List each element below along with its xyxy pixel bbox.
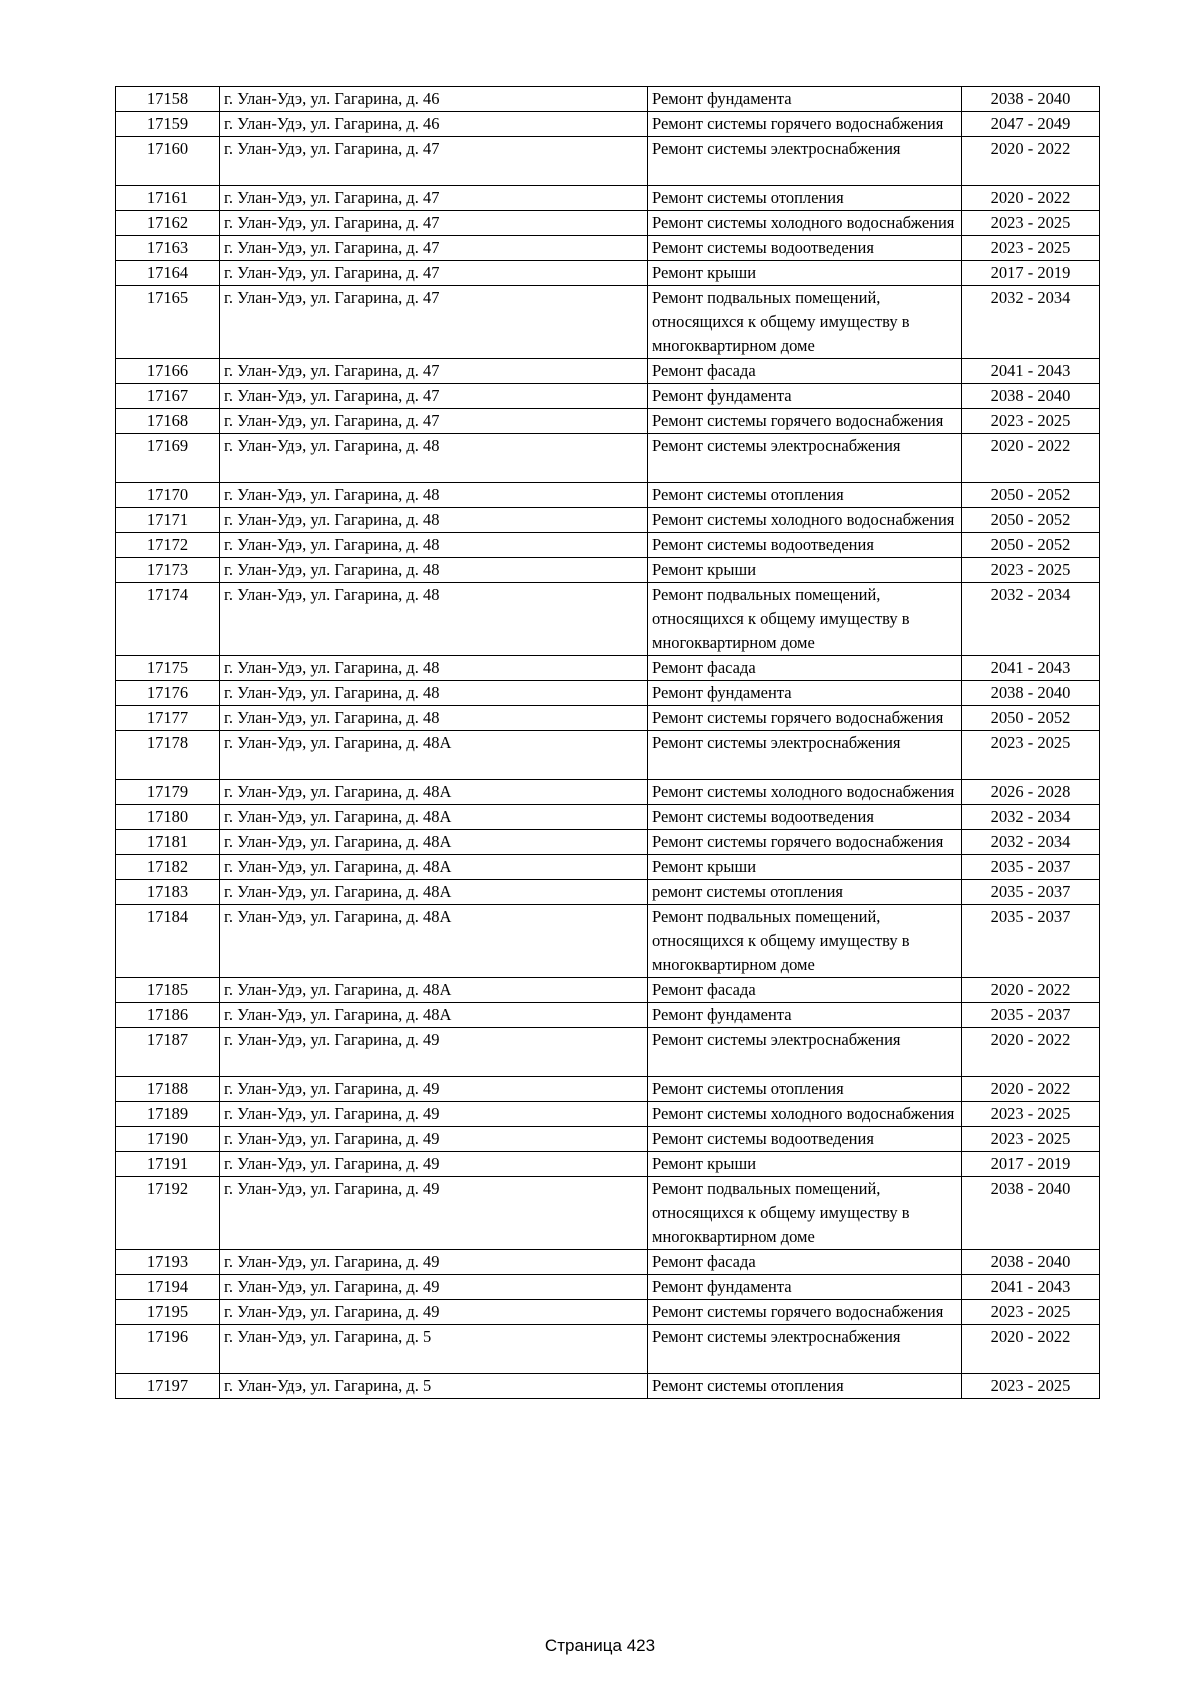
cell-address: г. Улан-Удэ, ул. Гагарина, д. 48А	[220, 780, 648, 805]
table-row	[116, 706, 1100, 731]
cell-work-type: Ремонт системы отопления	[648, 186, 962, 211]
cell-address: г. Улан-Удэ, ул. Гагарина, д. 47	[220, 211, 648, 236]
cell-period: 2038 - 2040	[962, 384, 1100, 409]
cell-number: 17197	[116, 1374, 220, 1399]
cell-work-type: Ремонт системы отопления	[648, 1374, 962, 1399]
cell-work-type: Ремонт системы водоотведения	[648, 533, 962, 558]
cell-number: 17171	[116, 508, 220, 533]
cell-period: 2020 - 2022	[962, 978, 1100, 1003]
cell-period: 2050 - 2052	[962, 508, 1100, 533]
table-row	[116, 558, 1100, 583]
cell-address: г. Улан-Удэ, ул. Гагарина, д. 48А	[220, 855, 648, 880]
cell-period: 2032 - 2034	[962, 805, 1100, 830]
cell-work-type: Ремонт подвальных помещений, относящихся к общему имуществу в многоквартирном доме	[648, 905, 962, 978]
cell-work-type: Ремонт системы электроснабжения	[648, 1028, 962, 1077]
cell-address: г. Улан-Удэ, ул. Гагарина, д. 47	[220, 261, 648, 286]
cell-period: 2023 - 2025	[962, 409, 1100, 434]
cell-work-type: Ремонт фундамента	[648, 87, 962, 112]
cell-work-type: Ремонт системы горячего водоснабжения	[648, 112, 962, 137]
cell-period: 2023 - 2025	[962, 1127, 1100, 1152]
table-row	[116, 1152, 1100, 1177]
cell-period: 2023 - 2025	[962, 1300, 1100, 1325]
cell-period: 2050 - 2052	[962, 533, 1100, 558]
cell-work-type: Ремонт системы электроснабжения	[648, 434, 962, 483]
cell-period: 2035 - 2037	[962, 880, 1100, 905]
cell-work-type: Ремонт фасада	[648, 359, 962, 384]
cell-number: 17179	[116, 780, 220, 805]
cell-work-type: Ремонт фундамента	[648, 1003, 962, 1028]
works-table-body	[116, 87, 1100, 1399]
cell-period: 2038 - 2040	[962, 1177, 1100, 1250]
cell-number: 17190	[116, 1127, 220, 1152]
cell-number: 17183	[116, 880, 220, 905]
table-row	[116, 261, 1100, 286]
cell-period: 2038 - 2040	[962, 87, 1100, 112]
cell-address: г. Улан-Удэ, ул. Гагарина, д. 48А	[220, 978, 648, 1003]
cell-number: 17195	[116, 1300, 220, 1325]
cell-number: 17196	[116, 1325, 220, 1374]
cell-number: 17180	[116, 805, 220, 830]
cell-address: г. Улан-Удэ, ул. Гагарина, д. 49	[220, 1127, 648, 1152]
cell-period: 2038 - 2040	[962, 1250, 1100, 1275]
cell-number: 17163	[116, 236, 220, 261]
cell-work-type: Ремонт системы отопления	[648, 483, 962, 508]
table-row	[116, 905, 1100, 978]
cell-period: 2050 - 2052	[962, 706, 1100, 731]
table-row	[116, 1250, 1100, 1275]
table-row	[116, 1374, 1100, 1399]
cell-number: 17159	[116, 112, 220, 137]
cell-address: г. Улан-Удэ, ул. Гагарина, д. 5	[220, 1325, 648, 1374]
cell-number: 17168	[116, 409, 220, 434]
cell-address: г. Улан-Удэ, ул. Гагарина, д. 48	[220, 583, 648, 656]
table-row	[116, 780, 1100, 805]
cell-number: 17174	[116, 583, 220, 656]
cell-address: г. Улан-Удэ, ул. Гагарина, д. 48	[220, 533, 648, 558]
cell-address: г. Улан-Удэ, ул. Гагарина, д. 49	[220, 1300, 648, 1325]
cell-work-type: Ремонт подвальных помещений, относящихся к общему имуществу в многоквартирном доме	[648, 1177, 962, 1250]
cell-work-type: Ремонт подвальных помещений, относящихся к общему имуществу в многоквартирном доме	[648, 583, 962, 656]
cell-number: 17177	[116, 706, 220, 731]
cell-period: 2020 - 2022	[962, 186, 1100, 211]
cell-address: г. Улан-Удэ, ул. Гагарина, д. 47	[220, 286, 648, 359]
cell-number: 17158	[116, 87, 220, 112]
cell-work-type: Ремонт системы горячего водоснабжения	[648, 409, 962, 434]
cell-address: г. Улан-Удэ, ул. Гагарина, д. 48А	[220, 880, 648, 905]
cell-period: 2023 - 2025	[962, 1374, 1100, 1399]
table-row	[116, 830, 1100, 855]
table-row	[116, 1177, 1100, 1250]
cell-address: г. Улан-Удэ, ул. Гагарина, д. 47	[220, 186, 648, 211]
cell-period: 2020 - 2022	[962, 1077, 1100, 1102]
cell-number: 17160	[116, 137, 220, 186]
cell-number: 17178	[116, 731, 220, 780]
cell-address: г. Улан-Удэ, ул. Гагарина, д. 48	[220, 681, 648, 706]
cell-work-type: Ремонт крыши	[648, 261, 962, 286]
table-row	[116, 1003, 1100, 1028]
cell-number: 17170	[116, 483, 220, 508]
table-row	[116, 583, 1100, 656]
cell-period: 2023 - 2025	[962, 1102, 1100, 1127]
cell-address: г. Улан-Удэ, ул. Гагарина, д. 48	[220, 508, 648, 533]
table-row	[116, 731, 1100, 780]
cell-period: 2020 - 2022	[962, 1325, 1100, 1374]
cell-period: 2035 - 2037	[962, 855, 1100, 880]
cell-period: 2032 - 2034	[962, 286, 1100, 359]
cell-work-type: Ремонт крыши	[648, 1152, 962, 1177]
cell-number: 17173	[116, 558, 220, 583]
table-row	[116, 186, 1100, 211]
table-row	[116, 359, 1100, 384]
cell-period: 2050 - 2052	[962, 483, 1100, 508]
cell-work-type: Ремонт фасада	[648, 1250, 962, 1275]
cell-period: 2017 - 2019	[962, 1152, 1100, 1177]
cell-work-type: Ремонт системы отопления	[648, 1077, 962, 1102]
table-row	[116, 533, 1100, 558]
cell-work-type: Ремонт системы водоотведения	[648, 236, 962, 261]
cell-address: г. Улан-Удэ, ул. Гагарина, д. 48	[220, 434, 648, 483]
cell-period: 2032 - 2034	[962, 583, 1100, 656]
cell-address: г. Улан-Удэ, ул. Гагарина, д. 49	[220, 1250, 648, 1275]
cell-work-type: Ремонт системы холодного водоснабжения	[648, 1102, 962, 1127]
cell-address: г. Улан-Удэ, ул. Гагарина, д. 48	[220, 483, 648, 508]
cell-work-type: Ремонт системы холодного водоснабжения	[648, 780, 962, 805]
cell-period: 2032 - 2034	[962, 830, 1100, 855]
cell-address: г. Улан-Удэ, ул. Гагарина, д. 49	[220, 1077, 648, 1102]
cell-work-type: Ремонт системы горячего водоснабжения	[648, 830, 962, 855]
cell-address: г. Улан-Удэ, ул. Гагарина, д. 49	[220, 1028, 648, 1077]
cell-address: г. Улан-Удэ, ул. Гагарина, д. 5	[220, 1374, 648, 1399]
cell-number: 17194	[116, 1275, 220, 1300]
cell-address: г. Улан-Удэ, ул. Гагарина, д. 49	[220, 1177, 648, 1250]
cell-period: 2023 - 2025	[962, 211, 1100, 236]
cell-number: 17184	[116, 905, 220, 978]
cell-period: 2035 - 2037	[962, 1003, 1100, 1028]
cell-period: 2020 - 2022	[962, 1028, 1100, 1077]
cell-period: 2047 - 2049	[962, 112, 1100, 137]
table-row	[116, 1325, 1100, 1374]
cell-work-type: Ремонт подвальных помещений, относящихся к общему имуществу в многоквартирном доме	[648, 286, 962, 359]
cell-period: 2041 - 2043	[962, 656, 1100, 681]
cell-address: г. Улан-Удэ, ул. Гагарина, д. 48	[220, 558, 648, 583]
cell-number: 17161	[116, 186, 220, 211]
cell-number: 17187	[116, 1028, 220, 1077]
cell-number: 17182	[116, 855, 220, 880]
cell-number: 17166	[116, 359, 220, 384]
cell-number: 17165	[116, 286, 220, 359]
cell-address: г. Улан-Удэ, ул. Гагарина, д. 46	[220, 112, 648, 137]
cell-address: г. Улан-Удэ, ул. Гагарина, д. 48А	[220, 805, 648, 830]
cell-address: г. Улан-Удэ, ул. Гагарина, д. 48	[220, 656, 648, 681]
cell-number: 17167	[116, 384, 220, 409]
cell-number: 17191	[116, 1152, 220, 1177]
table-row	[116, 855, 1100, 880]
cell-number: 17192	[116, 1177, 220, 1250]
cell-number: 17162	[116, 211, 220, 236]
table-row	[116, 805, 1100, 830]
cell-address: г. Улан-Удэ, ул. Гагарина, д. 47	[220, 409, 648, 434]
cell-work-type: Ремонт крыши	[648, 855, 962, 880]
table-row	[116, 384, 1100, 409]
cell-work-type: Ремонт крыши	[648, 558, 962, 583]
cell-address: г. Улан-Удэ, ул. Гагарина, д. 46	[220, 87, 648, 112]
table-row	[116, 681, 1100, 706]
cell-period: 2017 - 2019	[962, 261, 1100, 286]
cell-period: 2023 - 2025	[962, 731, 1100, 780]
table-row	[116, 286, 1100, 359]
table-row	[116, 978, 1100, 1003]
cell-number: 17188	[116, 1077, 220, 1102]
cell-number: 17164	[116, 261, 220, 286]
works-table	[115, 86, 1100, 1399]
cell-work-type: Ремонт системы холодного водоснабжения	[648, 508, 962, 533]
cell-number: 17176	[116, 681, 220, 706]
cell-address: г. Улан-Удэ, ул. Гагарина, д. 48А	[220, 731, 648, 780]
cell-number: 17175	[116, 656, 220, 681]
cell-address: г. Улан-Удэ, ул. Гагарина, д. 47	[220, 137, 648, 186]
cell-number: 17172	[116, 533, 220, 558]
page-number: Страница 423	[544, 1636, 656, 1655]
cell-work-type: Ремонт системы горячего водоснабжения	[648, 1300, 962, 1325]
cell-period: 2026 - 2028	[962, 780, 1100, 805]
table-row	[116, 409, 1100, 434]
cell-work-type: Ремонт фасада	[648, 978, 962, 1003]
cell-address: г. Улан-Удэ, ул. Гагарина, д. 48А	[220, 1003, 648, 1028]
table-row	[116, 1300, 1100, 1325]
table-row	[116, 112, 1100, 137]
table-row	[116, 656, 1100, 681]
cell-period: 2023 - 2025	[962, 236, 1100, 261]
table-row	[116, 508, 1100, 533]
cell-work-type: Ремонт системы горячего водоснабжения	[648, 706, 962, 731]
cell-work-type: Ремонт фундамента	[648, 1275, 962, 1300]
cell-number: 17185	[116, 978, 220, 1003]
cell-work-type: Ремонт системы холодного водоснабжения	[648, 211, 962, 236]
cell-work-type: Ремонт фундамента	[648, 681, 962, 706]
table-row	[116, 434, 1100, 483]
cell-period: 2041 - 2043	[962, 1275, 1100, 1300]
cell-number: 17181	[116, 830, 220, 855]
cell-address: г. Улан-Удэ, ул. Гагарина, д. 49	[220, 1275, 648, 1300]
cell-period: 2020 - 2022	[962, 434, 1100, 483]
cell-number: 17193	[116, 1250, 220, 1275]
cell-number: 17169	[116, 434, 220, 483]
cell-work-type: Ремонт системы электроснабжения	[648, 1325, 962, 1374]
table-row	[116, 880, 1100, 905]
table-row	[116, 87, 1100, 112]
cell-number: 17186	[116, 1003, 220, 1028]
cell-work-type: Ремонт системы водоотведения	[648, 1127, 962, 1152]
cell-work-type: Ремонт фасада	[648, 656, 962, 681]
cell-address: г. Улан-Удэ, ул. Гагарина, д. 48А	[220, 905, 648, 978]
table-row	[116, 1127, 1100, 1152]
cell-address: г. Улан-Удэ, ул. Гагарина, д. 49	[220, 1102, 648, 1127]
table-row	[116, 211, 1100, 236]
table-row	[116, 1102, 1100, 1127]
table-row	[116, 137, 1100, 186]
table-row	[116, 1028, 1100, 1077]
cell-work-type: Ремонт системы электроснабжения	[648, 731, 962, 780]
table-row	[116, 1275, 1100, 1300]
cell-number: 17189	[116, 1102, 220, 1127]
cell-address: г. Улан-Удэ, ул. Гагарина, д. 49	[220, 1152, 648, 1177]
cell-period: 2023 - 2025	[962, 558, 1100, 583]
cell-work-type: Ремонт системы водоотведения	[648, 805, 962, 830]
cell-address: г. Улан-Удэ, ул. Гагарина, д. 47	[220, 236, 648, 261]
cell-address: г. Улан-Удэ, ул. Гагарина, д. 48	[220, 706, 648, 731]
table-row	[116, 483, 1100, 508]
cell-address: г. Улан-Удэ, ул. Гагарина, д. 48А	[220, 830, 648, 855]
cell-period: 2035 - 2037	[962, 905, 1100, 978]
cell-address: г. Улан-Удэ, ул. Гагарина, д. 47	[220, 359, 648, 384]
cell-period: 2041 - 2043	[962, 359, 1100, 384]
cell-address: г. Улан-Удэ, ул. Гагарина, д. 47	[220, 384, 648, 409]
cell-work-type: Ремонт системы электроснабжения	[648, 137, 962, 186]
cell-work-type: Ремонт фундамента	[648, 384, 962, 409]
cell-period: 2038 - 2040	[962, 681, 1100, 706]
cell-work-type: ремонт системы отопления	[648, 880, 962, 905]
table-row	[116, 236, 1100, 261]
cell-period: 2020 - 2022	[962, 137, 1100, 186]
table-row	[116, 1077, 1100, 1102]
